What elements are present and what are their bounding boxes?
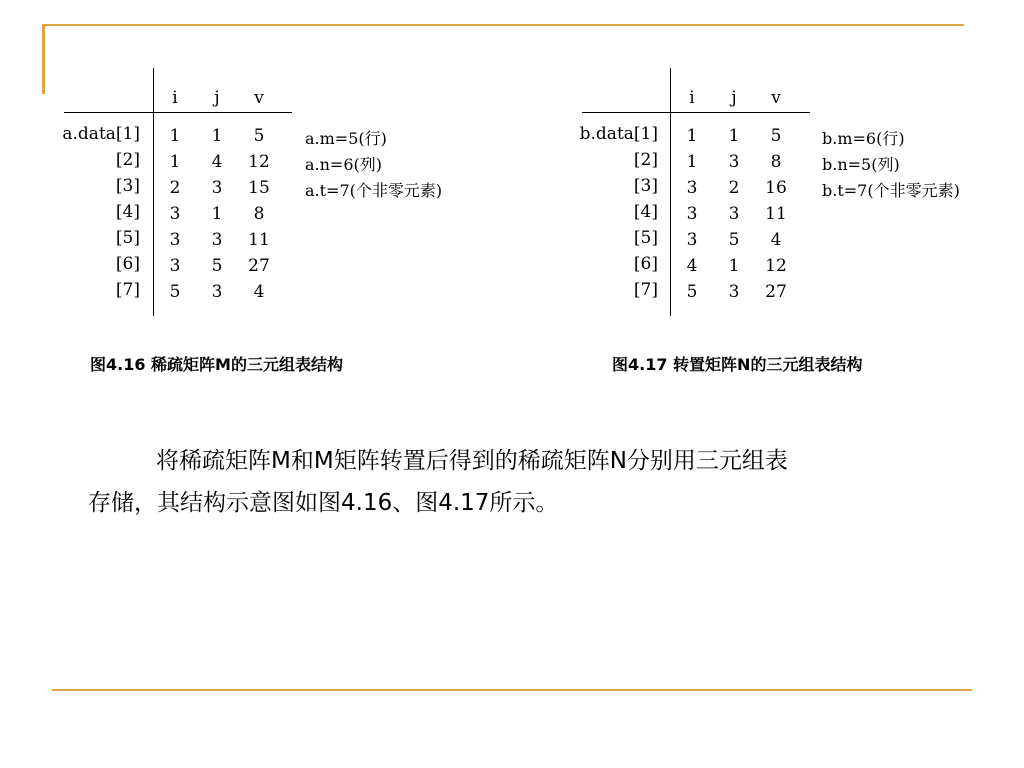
table-b-row-label: [7] (633, 280, 658, 300)
table-b-row-label: b.data[1] (579, 124, 658, 144)
table-a-cell: 5 (253, 126, 265, 146)
table-b-cell: 5 (728, 230, 740, 250)
table-b-cell: 1 (728, 256, 740, 276)
table-b-cell: 2 (728, 178, 740, 198)
table-b-cell: 11 (765, 204, 787, 224)
table-a-cell: 3 (211, 230, 223, 250)
table-a-row-label: a.data[1] (62, 124, 140, 144)
table-a-note-count: a.t=7(个非零元素) (305, 181, 443, 200)
table-a-cell: 4 (211, 152, 223, 172)
figure-caption-4-17: 图4.17 转置矩阵N的三元组表结构 (612, 355, 863, 374)
table-b-cell: 3 (728, 152, 740, 172)
table-b-row-label: [3] (633, 176, 658, 196)
table-b-cell: 3 (686, 178, 698, 198)
table-b-row-label: [4] (633, 202, 658, 222)
table-a-cell: 1 (169, 126, 181, 146)
table-b-header-rule (582, 112, 810, 113)
table-b-note-count: b.t=7(个非零元素) (822, 181, 960, 200)
table-b-cell: 5 (770, 126, 782, 146)
bottom-border-line (52, 689, 972, 691)
body-paragraph (88, 440, 948, 524)
table-a-row-label: [2] (115, 150, 140, 170)
table-b-row-label: [5] (633, 228, 658, 248)
table-a-cell: 12 (248, 152, 270, 172)
table-b-cell: 3 (728, 204, 740, 224)
table-a-cell: 1 (211, 126, 223, 146)
table-b-header-i: i (689, 88, 695, 108)
table-b-note-rows: b.m=6(行) (822, 129, 905, 148)
table-b-row-label: [6] (633, 254, 658, 274)
table-a-header-v: v (254, 88, 264, 108)
table-b-cell: 1 (686, 126, 698, 146)
triple-table-b (0, 0, 1024, 340)
table-b-header-j: j (731, 88, 737, 108)
table-a-cell: 1 (211, 204, 223, 224)
table-a-cell: 4 (253, 282, 265, 302)
table-b-cell: 1 (728, 126, 740, 146)
table-a-row-label: [4] (115, 202, 140, 222)
table-b-cell: 4 (686, 256, 698, 276)
table-b-cell: 5 (686, 282, 698, 302)
table-a-header-j: j (214, 88, 220, 108)
table-a-cell: 15 (248, 178, 270, 198)
table-b-cell: 16 (765, 178, 787, 198)
table-b-header-v: v (771, 88, 781, 108)
figure-caption-4-16: 图4.16 稀疏矩阵M的三元组表结构 (90, 355, 343, 374)
table-a-row-label: [3] (115, 176, 140, 196)
table-a-cell: 3 (211, 282, 223, 302)
table-a-cell: 27 (248, 256, 270, 276)
table-a-cell: 2 (169, 178, 181, 198)
paragraph-line-2: 存储，其结构示意图如图4.16、图4.17所示。 (88, 490, 559, 516)
table-b-cell: 3 (728, 282, 740, 302)
table-a-cell: 1 (169, 152, 181, 172)
table-a-note-rows: a.m=5(行) (305, 129, 387, 148)
table-b-cell: 3 (686, 204, 698, 224)
table-a-row-label: [7] (115, 280, 140, 300)
table-b-vertical-rule (670, 68, 671, 316)
table-b-cell: 12 (765, 256, 787, 276)
table-b-cell: 4 (770, 230, 782, 250)
table-a-cell: 3 (169, 230, 181, 250)
table-a-note-cols: a.n=6(列) (305, 155, 383, 174)
table-a-cell: 3 (211, 178, 223, 198)
table-a-cell: 3 (169, 256, 181, 276)
table-a-row-label: [5] (115, 228, 140, 248)
table-a-cell: 5 (169, 282, 181, 302)
table-b-row-label: [2] (633, 150, 658, 170)
table-a-cell: 3 (169, 204, 181, 224)
table-b-cell: 27 (765, 282, 787, 302)
table-a-cell: 8 (253, 204, 265, 224)
table-a-row-label: [6] (115, 254, 140, 274)
table-b-note-cols: b.n=5(列) (822, 155, 900, 174)
table-b-cell: 1 (686, 152, 698, 172)
table-a-cell: 11 (248, 230, 270, 250)
table-a-cell: 5 (211, 256, 223, 276)
paragraph-line-1: 将稀疏矩阵M和M矩阵转置后得到的稀疏矩阵N分别用三元组表 (156, 448, 788, 474)
table-b-cell: 8 (770, 152, 782, 172)
table-a-header-i: i (172, 88, 178, 108)
table-b-cell: 3 (686, 230, 698, 250)
